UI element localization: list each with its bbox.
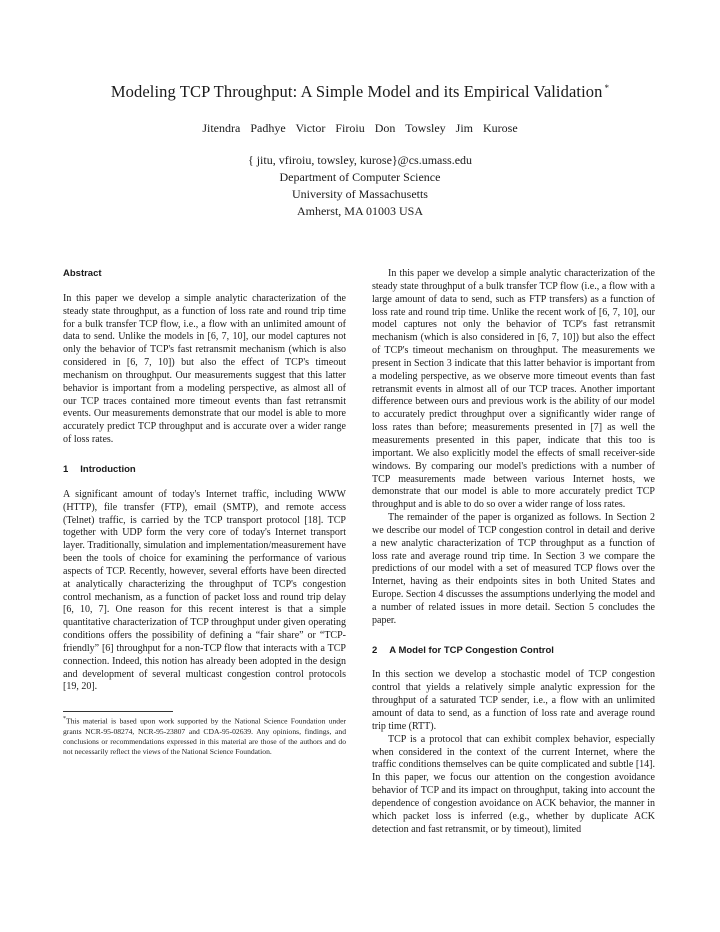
section-2-paragraph-2: TCP is a protocol that can exhibit complex behavior, especially when considered in the context of the current Internet, where the traffic conditions themselves can be quite complicated and subtle [14]. In this paper, we focus our attention on the congestion avoidance behavior of TCP and its impact on throughput, taking into account the dependence of congestion avoidance on ACK behavior, the manner in which packet loss is inferred (e.g., whether by duplicate ACK detection and fast retransmit, or by timeout), limited [372,733,655,835]
footnote-mark: * [63,716,66,722]
footnote-text: This material is based upon work supported by the National Science Foundation under grants NCR-95-08274, NCR-95-23807 and CDA-95-02639. Any opinions, findings, and conclusions or recommendations expressed in this material are those of the authors and do not necessarily reflect the views of the National Science Foundation. [63,716,346,756]
abstract-text: In this paper we develop a simple analytic characterization of the steady state throughput, as a function of loss rate and round trip time for a bulk transfer TCP flow, i.e., a flow with an unlimited amount of data to send. Unlike the models in [6, 7, 10], our model captures not only the behavior of TCP's fast retransmit mechanism (which is also considered in [6, 7, 10]) but also the effect of TCP's timeout mechanism on throughput. Our measurements suggest that this latter behavior is important from a modeling perspective, as almost all of our TCP traces contained more timeout events than fast retransmit events. Our measurements demonstrate that our model is able to more accurately predict TCP throughput and is accurate over a wider range of loss rates. [63,292,346,446]
section-2-paragraph-1: In this section we develop a stochastic model of TCP congestion control that yields a relatively simple analytic expression for the throughput of a saturated TCP sender, i.e., a flow with an unlimited amount of data to send, as a function of loss rate and average round trip time (RTT). [372,669,655,732]
section-1-text: A significant amount of today's Internet traffic, including WWW (HTTP), file transfer (FTP), email (SMTP), and remote access (Telnet) traffic, is carried by the TCP transport protocol [18]. TCP together with UDP form the very core of today's Internet transport layer. Traditionally, simulation and implementation/measurement have been the tools of choice for examining the performance of various aspects of TCP. Recently, however, several efforts have been directed at analytically characterizing the throughput of TCP's congestion control mechanism, as a function of packet loss and round trip delay [6, 10, 7]. One reason for this recent interest is that a simple quantitative characterization of TCP throughput under given operating conditions offers the possibility of defining a “fair share” or “TCP-friendly” [6] throughput for a non-TCP flow that interacts with a TCP connection. Indeed, this notion has already been adopted in the design and development of several multicast congestion control protocols [19, 20]. [63,488,346,693]
paper-title [40,82,680,102]
department: Department of Computer Science [279,170,441,184]
author-list: Jitendra Padhye Victor Firoiu Don Towsley Jim Kurose [202,121,518,135]
footnote [63,714,346,757]
abstract-heading: Abstract [63,268,102,279]
left-column [63,268,346,694]
section-2-number: 2 [372,644,378,656]
section-2-heading [372,645,655,658]
intro-paragraph-3: The remainder of the paper is organized as follows. In Section 2 we describe our model of TCP congestion control in detail and derive a new analytic characterization of TCP throughput as a function of loss rate and average round trip time. In Section 3 we compare the predictions of our model with a set of measured TCP flows over the Internet, having as their endpoints sites in both United States and Europe. Section 4 discusses the assumptions underlying the model and a number of related issues in more detail. Section 5 concludes the paper. [372,512,655,626]
section-1-heading [63,464,346,477]
title-footnote-mark: * [604,82,610,93]
section-1-title: Introduction [80,463,136,475]
title-text: Modeling TCP Throughput: A Simple Model and its Empirical Validation [110,82,603,101]
author-emails: { jitu, vfiroiu, towsley, kurose}@cs.umass.edu [247,153,473,167]
affiliation-block [40,152,680,220]
location: Amherst, MA 01003 USA [296,204,423,218]
university: University of Massachusetts [292,187,428,201]
section-2-title: A Model for TCP Congestion Control [389,644,554,656]
section-1-number: 1 [63,463,69,475]
intro-paragraph-2: In this paper we develop a simple analytic characterization of the steady state throughput of a bulk transfer TCP flow (i.e., a flow with a large amount of data to send, such as FTP transfers) as a function of loss rate and round trip time. Unlike the recent work of [6, 7, 10], our model captures not only the behavior of TCP's fast retransmit mechanism (which is also considered in [6, 7, 10]) but also the effect of TCP's timeout mechanism on throughput. The measurements we present in Section 3 indicate that this latter behavior is important from a modeling perspective, as we observe more timeout events than fast retransmit events in almost all of our TCP traces. Another important difference between ours and previous work is the ability of our model to accurately predict throughput over a significantly wider range of loss rates than before; measurements presented in [7] as well the measurements presented in this paper, indicate that this too is important. We also explicitly model the effects of small receiver-side windows. By comparing our model's predictions with a number of TCP measurements made between various Internet hosts, we demonstrate that our model is able to more accurately predict TCP throughput and is able to do so over a wider range of loss rates. [372,268,655,511]
footnote-rule [63,711,173,712]
right-column [372,268,655,836]
